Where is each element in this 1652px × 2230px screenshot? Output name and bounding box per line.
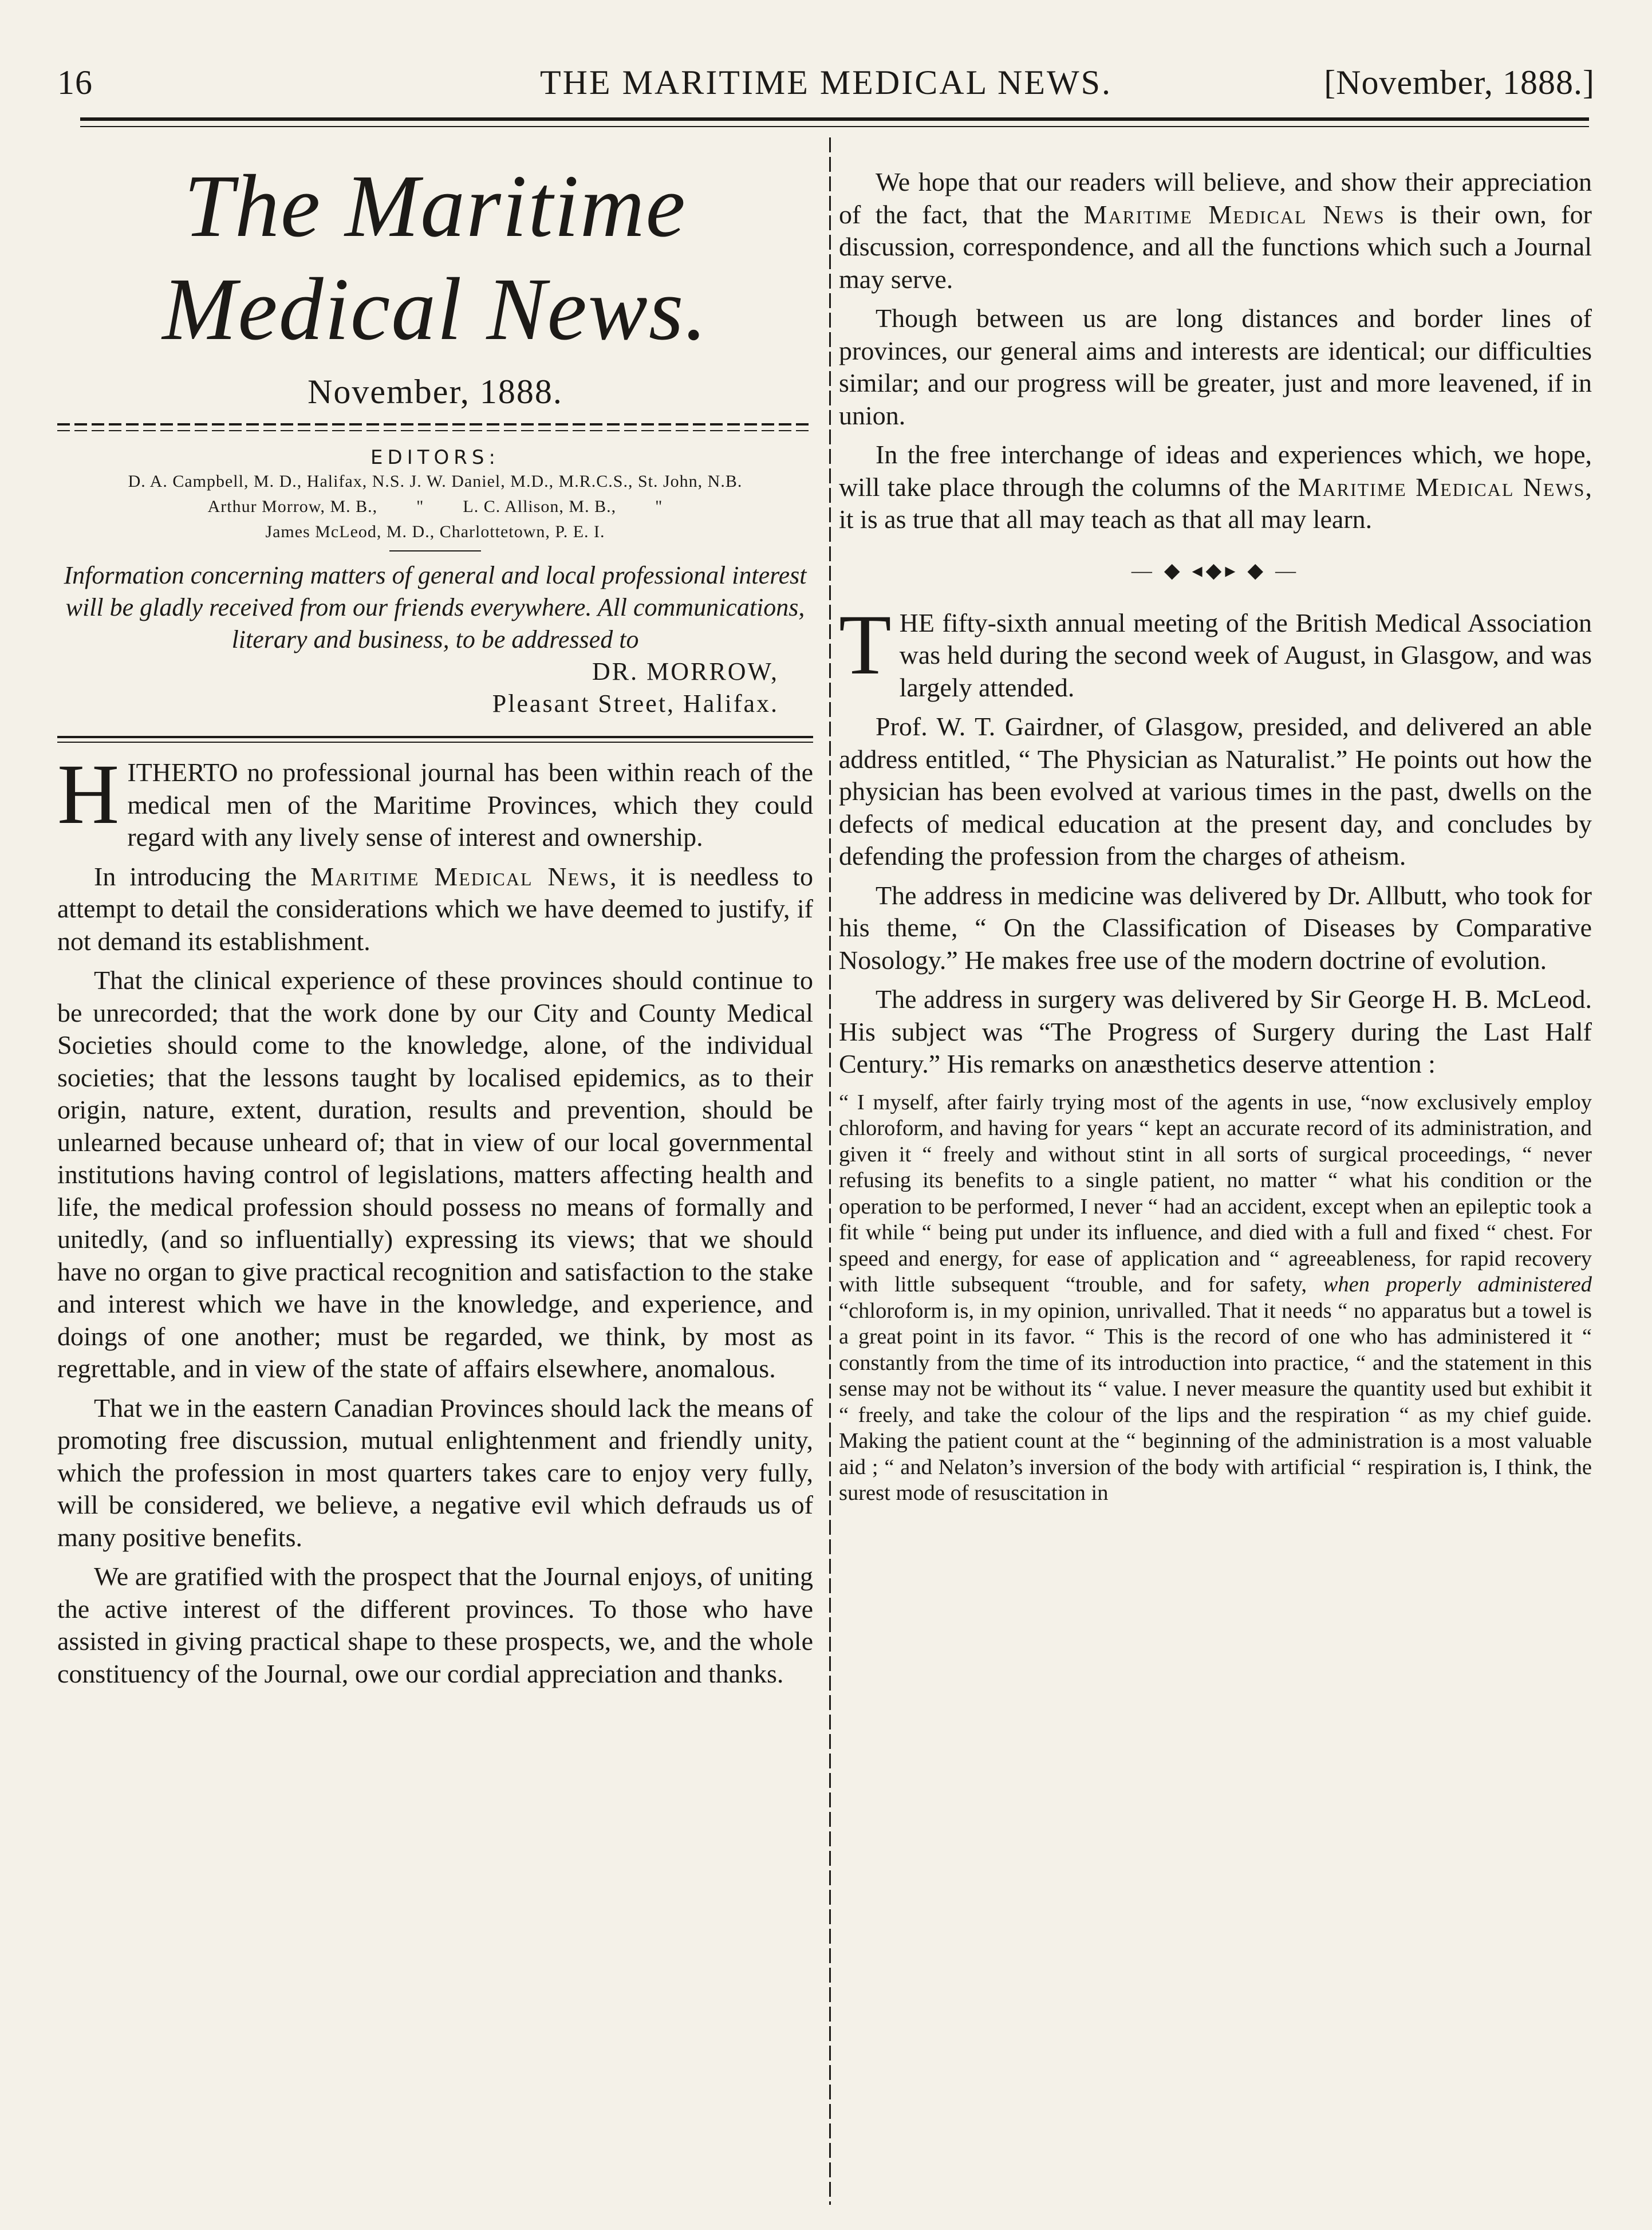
news-paragraph: The address in surgery was delivered by Sir George H. B. McLeod. His subject was “The Progress of Surgery during the Last Half Century.” His remarks on anæsthetics deserve attention : <box>839 984 1592 1078</box>
header-rule <box>80 117 1589 121</box>
editorial-paragraph: Though between us are long distances and border lines of provinces, our general aims and interests are identical; our difficulties similar; and our progress will be greater, just and more leavened, if in union. <box>839 304 1592 430</box>
issue-date: [November, 1888.] <box>1324 64 1595 101</box>
right-column <box>839 143 1592 1507</box>
section-rule <box>57 736 813 738</box>
emphasis-text: when properly administered <box>1323 1272 1592 1297</box>
masthead-rule <box>57 423 813 425</box>
running-header <box>57 63 1595 120</box>
masthead-date: November, 1888. <box>307 373 563 411</box>
journal-name: Maritime Medical News <box>310 861 610 891</box>
editorial-paragraph: HITHERTO no professional journal has been within reach of the medical men of the Maritime Provinces, which they could regard with any lively sense of interest and ownership. <box>57 747 813 852</box>
quotation-block: “ I myself, after fairly trying most of the agents in use, “now exclusively employ chloroform, and having for years “ kept an accurate record of its administration, and given it “ freely and without stint in all sorts of surgical proceedings, “ never refusing its benefits to a single patient, no matter “ what his condition or the operation to be performed, I never “ had an accident, except when an epileptic took a fit while “ being put under its influence, and died with a full and fixed “ chest. For speed and energy, for ease of application and “ agreeableness, for rapid recovery with little subsequent “trouble, and for safety, when properly administered “chloroform is, in my opinion, unrivalled. That it needs “ no apparatus but a towel is a great point in its favor. “ This is the record of one who has administered it “ constantly from the time of its introduction into practice, “ and the statement in this sense may not be without its “ value. I never measure the quantity used but exhibit it “ freely, and take the colour of the lips and the respiration “ as my chief guide. Making the patient count at the “ beginning of the administration is a most valuable aid ; “ and Nelaton’s inversion of the body with artificial “ respiration is, I think, the surest mode of resuscitation in <box>839 1090 1592 1505</box>
section-ornament: — ◆ ◂◆▸ ◆ — <box>1131 558 1300 582</box>
drop-cap: H <box>57 747 120 842</box>
news-paragraph: The address in medicine was delivered by Dr. Allbutt, who took for his theme, “ On the Classification of Diseases by Comparative Nosology.” He makes free use of the modern doctrine of evolution. <box>839 880 1592 975</box>
journal-name: Maritime Medical News <box>1083 199 1385 229</box>
editorial-paragraph: In the free interchange of ideas and experiences which, we hope, will take place through the columns of the Maritime Medical News, it is as true that all may teach as that all may learn. <box>839 440 1592 534</box>
editorial-paragraph: That we in the eastern Canadian Provinces should lack the means of promoting free discussion, mutual enlightenment and friendly unity, which the profession in most quarters takes care to enjoy very fully, will be considered, we believe, a negative evil which defrauds us of many positive benefits. <box>57 1393 813 1552</box>
divider <box>389 550 481 551</box>
editorial-paragraph: We hope that our readers will believe, and show their appreciation of the fact, that the Maritime Medical News is their own, for discussion, correspondence, and all the functions which such a Journal may serve. <box>839 167 1592 294</box>
drop-cap: T <box>839 597 892 692</box>
editor-line: D. A. Campbell, M. D., Halifax, N.S. J. W. Daniel, M.D., M.R.C.S., St. John, N.B. <box>128 472 743 491</box>
editorial-paragraph: We are gratified with the prospect that the Journal enjoys, of uniting the active interest of the different provinces. To those who have assisted in giving practical shape to these prospects, we, and the whole constituency of the Journal, owe our cordial appreciation and thanks. <box>57 1562 813 1688</box>
news-paragraph: Prof. W. T. Gairdner, of Glasgow, presided, and delivered an able address entitled, “ The Physician as Naturalist.” He points out how the physician has been evolved at various times in the past, dwells on the defects of medical education at the present day, and concludes by defending the profession from the charges of atheism. <box>839 712 1592 870</box>
header-rule-thin <box>80 126 1589 127</box>
contact-name: DR. MORROW, <box>592 657 779 685</box>
editor-line: Arthur Morrow, M. B., " L. C. Allison, M. B., " <box>207 497 663 516</box>
journal-name: Maritime Medical News <box>1298 472 1586 502</box>
running-title: THE MARITIME MEDICAL NEWS. <box>539 64 1112 101</box>
contact-address: Pleasant Street, Halifax. <box>492 690 779 718</box>
editorial-paragraph: That the clinical experience of these provinces should continue to be unrecorded; that the work done by our City and County Medical Societies should come to the knowledge, alone, of the individual societies; that the lessons taught by localised epidemics, as to their origin, nature, extent, duration, results and prevention, should be unlearned because unheard of; that in view of our local governmental institutions having control of legislations, matters affecting health and life, the medical profession should possess no means of formally and unitedly, (and so influentially) expressing its views; that we should have no organ to give practical recognition and satisfaction to the stake and interest which we have in the knowledge, and experience, and doings of one another; must be regarded, we think, by most as regrettable, and in view of the state of affairs elsewhere, anomalous. <box>57 966 813 1383</box>
information-note: Information concerning matters of general and local professional interest will be gladly received from our friends everywhere. All communications, literary and business, to be addressed to <box>64 561 807 653</box>
section-rule-thin <box>57 742 813 743</box>
editorial-paragraph: In introducing the Maritime Medical News, it is needless to attempt to detail the considerations which we have deemed to justify, if not demand its establishment. <box>57 861 813 956</box>
editors-label: EDITORS: <box>370 446 500 469</box>
masthead <box>57 155 813 743</box>
left-column <box>57 143 813 1690</box>
masthead-title: The Maritime Medical News. <box>162 156 708 358</box>
news-paragraph: THE fifty-sixth annual meeting of the British Medical Association was held during the second week of August, in Glasgow, and was largely attended. <box>839 597 1592 702</box>
masthead-rule-thin <box>57 430 813 431</box>
editor-line: James McLeod, M. D., Charlottetown, P. E. I. <box>265 522 605 541</box>
column-divider <box>829 137 831 2205</box>
page-number: 16 <box>57 64 93 101</box>
